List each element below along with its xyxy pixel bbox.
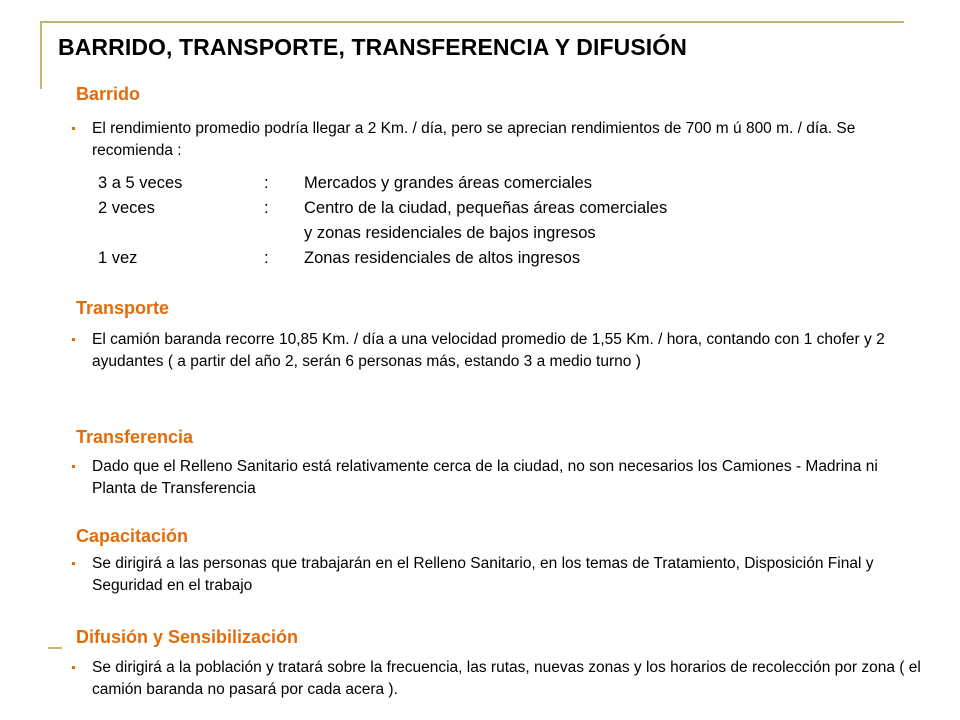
section-heading-capacitacion: Capacitación bbox=[76, 526, 189, 546]
bullet-text: Dado que el Relleno Sanitario está relativamente cerca de la ciudad, no son necesarios los Camiones - Madrina ni Planta de Transferencia bbox=[92, 458, 878, 497]
section-heading-difusion: Difusión y Sensibilización bbox=[76, 627, 299, 647]
schedule-description: Mercados y grandes áreas comerciales bbox=[304, 174, 592, 192]
section-heading-barrido: Barrido bbox=[76, 84, 141, 104]
bullet-marker bbox=[72, 666, 75, 669]
bullet-text: El camión baranda recorre 10,85 Km. / día a una velocidad promedio de 1,55 Km. / hora, contando con 1 chofer y 2 ayudantes ( a partir del año 2, serán 6 personas más, estando 3 a medio turno ) bbox=[92, 331, 885, 370]
schedule-separator: : bbox=[264, 199, 269, 217]
bullet-transporte bbox=[72, 329, 922, 373]
bullet-marker bbox=[72, 127, 75, 130]
section-heading-transporte: Transporte bbox=[76, 298, 170, 318]
bullet-marker bbox=[72, 465, 75, 468]
schedule-separator: : bbox=[264, 174, 269, 192]
top-rule bbox=[40, 21, 904, 23]
section-heading-transferencia: Transferencia bbox=[76, 427, 194, 447]
bullet-barrido bbox=[72, 118, 922, 162]
bullet-transferencia bbox=[72, 456, 922, 500]
bullet-capacitacion bbox=[72, 553, 922, 597]
bullet-text: El rendimiento promedio podría llegar a 2 Km. / día, pero se aprecian rendimientos de 700 m ú 800 m. / día. Se recomienda : bbox=[92, 120, 856, 159]
slide-title: BARRIDO, TRANSPORTE, TRANSFERENCIA Y DIFUSIÓN bbox=[58, 34, 687, 60]
schedule-frequency: 3 a 5 veces bbox=[98, 174, 183, 192]
schedule-description: Centro de la ciudad, pequeñas áreas comerciales bbox=[304, 199, 668, 217]
bottom-accent-mark bbox=[48, 647, 62, 649]
bullet-text: Se dirigirá a la población y tratará sobre la frecuencia, las rutas, nuevas zonas y los horarios de recolección por zona ( el camión baranda no pasará por cada acera ). bbox=[92, 659, 921, 698]
bullet-marker bbox=[72, 562, 75, 565]
schedule-frequency: 1 vez bbox=[98, 249, 138, 267]
bullet-marker bbox=[72, 338, 75, 341]
bullet-difusion bbox=[72, 657, 922, 701]
bullet-text: Se dirigirá a las personas que trabajarán en el Relleno Sanitario, en los temas de Tratamiento, Disposición Final y Seguridad en el trabajo bbox=[92, 555, 874, 594]
schedule-frequency: 2 veces bbox=[98, 199, 155, 217]
left-rule bbox=[40, 21, 42, 89]
schedule-description: y zonas residenciales de bajos ingresos bbox=[304, 224, 596, 242]
schedule-separator: : bbox=[264, 249, 269, 267]
schedule-description: Zonas residenciales de altos ingresos bbox=[304, 249, 581, 267]
